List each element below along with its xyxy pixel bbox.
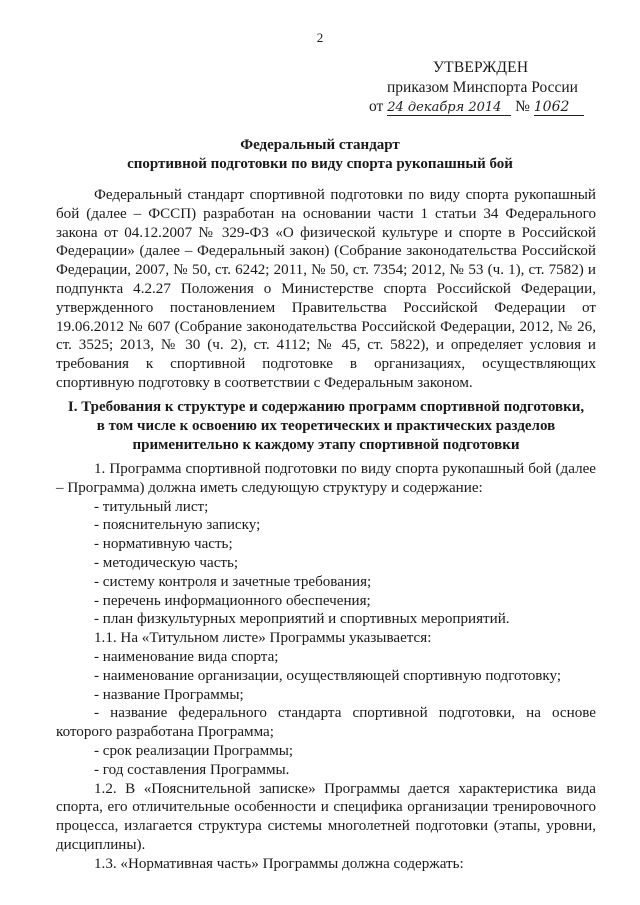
section-1-line-3: применительно к каждому этапу спортивной подготовки — [132, 436, 520, 453]
page-number: 2 — [316, 30, 324, 45]
paragraph-1: 1. Программа спортивной подготовки по виду спорта рукопашный бой (далее – Программа) должна иметь следующую структуру и содержание: — [56, 461, 596, 496]
paragraph-1-3: 1.3. «Нормативная часть» Программы должна содержать: — [94, 855, 464, 872]
list-item: - план физкультурных мероприятий и спортивных мероприятий. — [94, 611, 510, 628]
from-label: от — [369, 98, 384, 115]
list-item: - год составления Программы. — [94, 761, 290, 778]
approval-stamp — [385, 58, 578, 98]
section-1-body — [56, 460, 596, 874]
list-item-long: - название федерального стандарта спортивной подготовки, на основе которого разработана Программа; — [56, 705, 596, 741]
list-item: - срок реализации Программы; — [94, 742, 294, 759]
section-1-heading — [56, 398, 596, 454]
list-item: - методическую часть; — [94, 554, 239, 571]
handwritten-date: 24 декабря 2014 — [387, 100, 511, 116]
list-item: - систему контроля и зачетные требования; — [94, 573, 372, 590]
list-item: - титульный лист; — [94, 498, 209, 515]
list-item: - пояснительную записку; — [94, 517, 261, 534]
list-item: - перечень информационного обеспечения; — [94, 592, 371, 609]
document-title — [0, 136, 640, 174]
approval-subtitle: приказом Минспорта России — [387, 79, 578, 96]
approval-order-line — [369, 98, 584, 116]
paragraph-1-1: 1.1. На «Титульном листе» Программы указывается: — [94, 630, 432, 647]
number-label: № — [515, 98, 530, 115]
list-item: - нормативную часть; — [94, 536, 233, 553]
handwritten-order-number: 1062 — [534, 99, 584, 116]
list-item: - название Программы; — [94, 686, 244, 703]
list-item: - наименование вида спорта; — [94, 648, 279, 665]
approval-title: УТВЕРЖДЕН — [433, 59, 529, 76]
list-item: - наименование организации, осуществляющей спортивную подготовку; — [94, 667, 562, 684]
section-1-line-1: I. Требования к структуре и содержанию программ спортивной подготовки, — [67, 399, 585, 415]
section-1-line-2: в том числе к освоению их теоретических и практических разделов — [96, 417, 556, 434]
title-line-2: спортивной подготовки по виду спорта рукопашный бой — [127, 156, 513, 172]
intro-paragraph: Федеральный стандарт спортивной подготовки по виду спорта рукопашный бой (далее – ФССП) разработан на основании части 1 статьи 34 Федерального закона от 04.12.2007 № 329-ФЗ «О физической культуре и спорте в Российской Федерации» (далее – Федеральный закон) (Собрание законодательства Российской Федерации, 2007, № 50, ст. 6242; 2011, № 50, ст. 7354; 2012, № 53 (ч. 1), ст. 7582) и подпункта 4.2.27 Положения о Министерстве спорта Российской Федерации, утвержденного постановлением Правительства Российской Федерации от 19.06.2012 № 607 (Собрание законодательства Российской Федерации, 2012, № 26, ст. 3525; 2013, № 30 (ч. 2), ст. 4112; № 45, ст. 5822), и определяет условия и требования к спортивной подготовке в организациях, осуществляющих спортивную подготовку в соответствии с Федеральным законом. — [56, 187, 596, 391]
intro-block — [56, 186, 596, 393]
title-line-1: Федеральный стандарт — [240, 137, 400, 153]
paragraph-1-2: 1.2. В «Пояснительной записке» Программы дается характеристика вида спорта, его отличительные особенности и специфика организации тренировочного процесса, излагается структура системы многолетней подготовки (этапы, уровни, дисциплины). — [56, 780, 596, 853]
